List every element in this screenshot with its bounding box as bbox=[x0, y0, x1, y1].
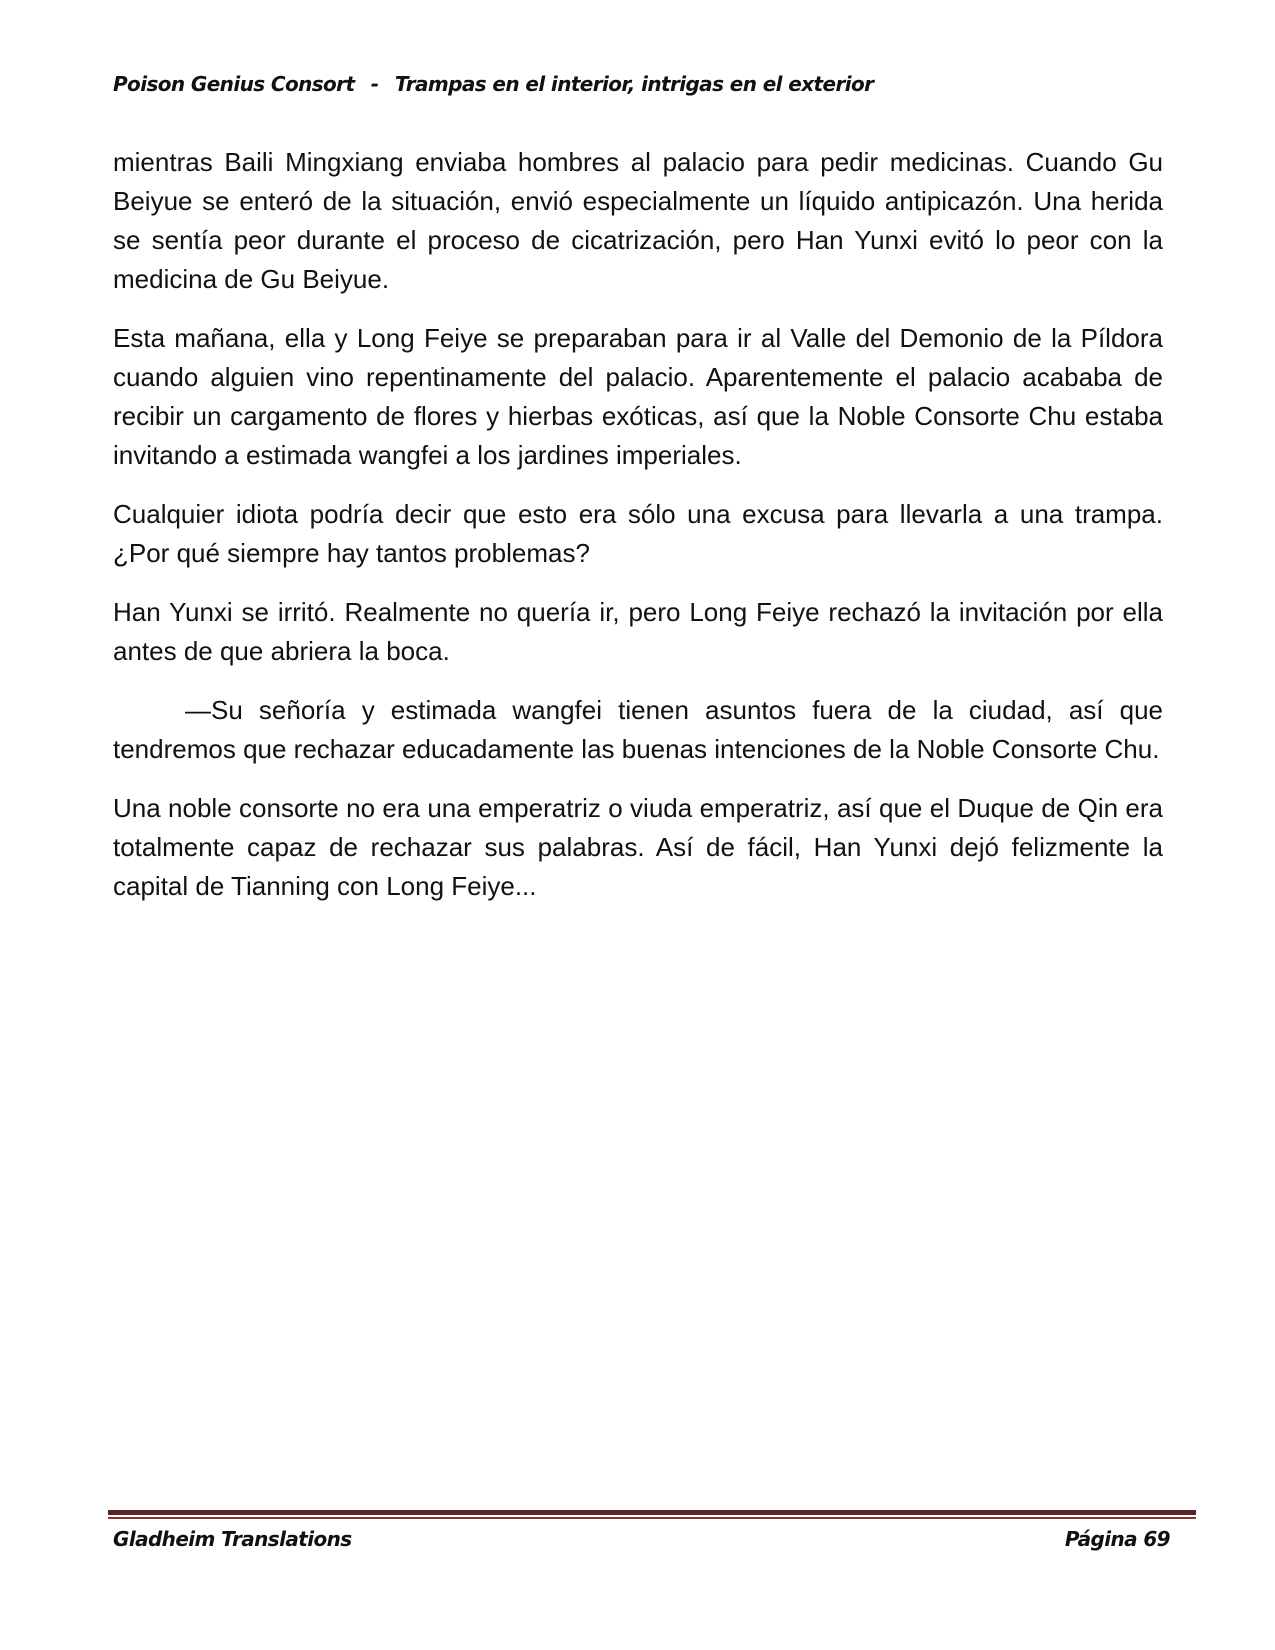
dialogue-paragraph: —Su señoría y estimada wangfei tienen asuntos fuera de la ciudad, así que tendremos que rechazar educadamente las buenas intenciones de la Noble Consorte Chu. bbox=[113, 695, 1163, 764]
paragraph: Cualquier idiota podría decir que esto era sólo una excusa para llevarla a una trampa. ¿Por qué siempre hay tantos problemas? bbox=[113, 499, 1163, 568]
paragraph: Han Yunxi se irritó. Realmente no quería ir, pero Long Feiye rechazó la invitación por ella antes de que abriera la boca. bbox=[113, 597, 1163, 666]
chapter-title: Trampas en el interior, intrigas en el exterior bbox=[394, 72, 874, 96]
paragraph: mientras Baili Mingxiang enviaba hombres al palacio para pedir medicinas. Cuando Gu Beiyue se enteró de la situación, envió especialmente un líquido antipicazón. Una herida se sentía peor durante el proceso de cicatrización, pero Han Yunxi evitó lo peor con la medicina de Gu Beiyue. bbox=[113, 147, 1163, 294]
footer-page-number: Página 69 bbox=[1064, 1527, 1170, 1551]
page-header bbox=[113, 72, 1163, 96]
paragraph: Una noble consorte no era una emperatriz o viuda emperatriz, así que el Duque de Qin era totalmente capaz de rechazar sus palabras. Así de fácil, Han Yunxi dejó felizmente la capital de Tianning con Long Feiye... bbox=[113, 793, 1163, 901]
footer-publisher: Gladheim Translations bbox=[113, 1527, 352, 1551]
footer-divider bbox=[108, 1510, 1196, 1519]
paragraph: Esta mañana, ella y Long Feiye se preparaban para ir al Valle del Demonio de la Píldora cuando alguien vino repentinamente del palacio. Aparentemente el palacio acababa de recibir un cargamento de flores y hierbas exóticas, así que la Noble Consorte Chu estaba invitando a estimada wangfei a los jardines imperiales. bbox=[113, 323, 1163, 470]
header-separator: - bbox=[370, 72, 379, 96]
body-text bbox=[113, 143, 1163, 926]
book-title: Poison Genius Consort bbox=[113, 72, 355, 96]
